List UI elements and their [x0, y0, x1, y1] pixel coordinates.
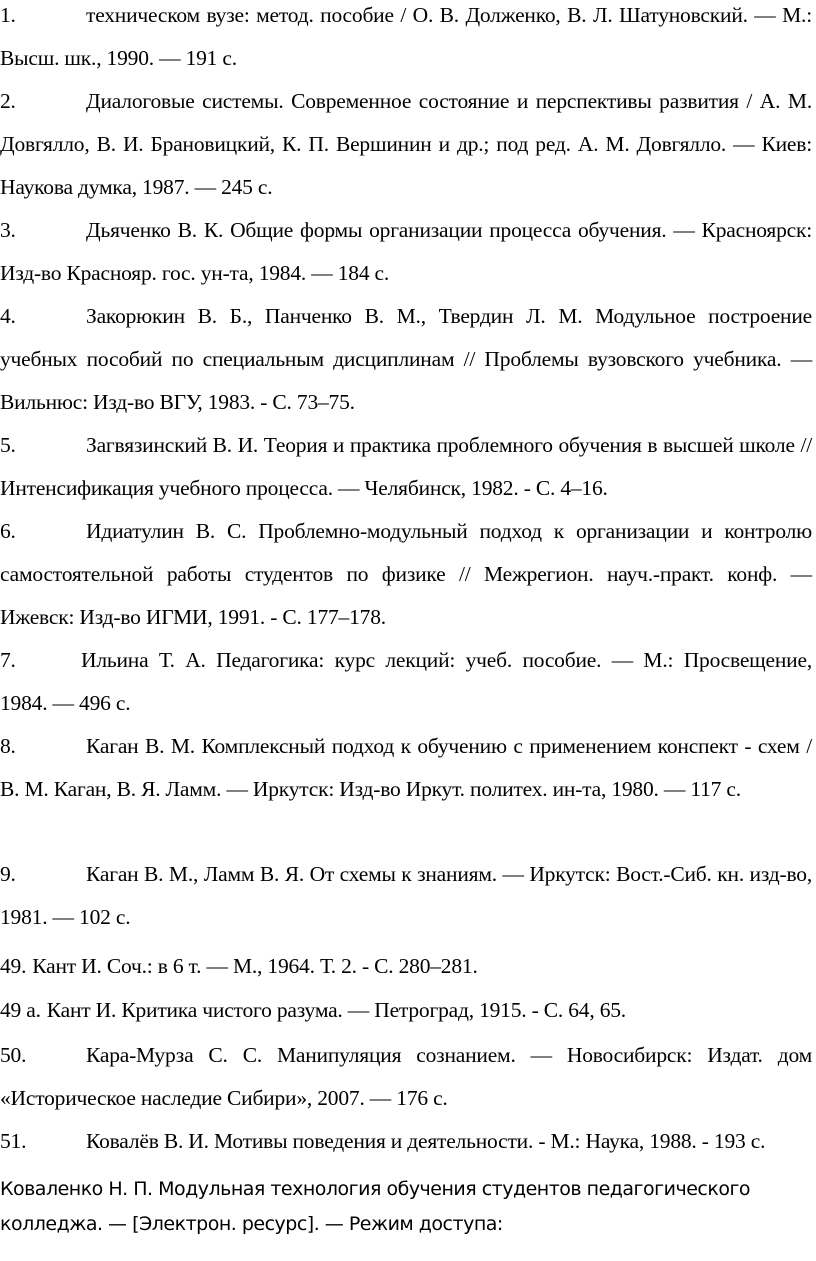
entry-number: 2. [0, 89, 16, 113]
entry-text: Идиатулин В. С. Проблемно-модульный подход к организации и контролю самостоятельной работы студентов по физике // Межрегион. науч.-практ. конф. — Ижевск: Изд-во ИГМИ, 1991. - С. 177–178. [0, 519, 812, 629]
entry-text: Кант И. Соч.: в 6 т. — М., 1964. Т. 2. - С. 280–281. [32, 954, 478, 978]
entry-text: Ковалёв В. И. Мотивы поведения и деятельности. - М.: Наука, 1988. - 193 с. [86, 1129, 766, 1153]
entry-text: Закорюкин В. Б., Панченко В. М., Твердин Л. М. Модульное построение учебных пособий по специальным дисциплинам // Проблемы вузовского учебника. — Вильнюс: Изд-во ВГУ, 1983. - С. 73–75. [0, 304, 812, 414]
entry-text: Кара-Мурза С. С. Манипуляция сознанием. — Новосибирск: Издат. дом «Историческое наследие Сибири», 2007. — 176 с. [0, 1043, 812, 1110]
reference-entry-9 [0, 853, 812, 939]
entry-text: Дьяченко В. К. Общие формы организации процесса обучения. — Красноярск: Изд-во Краснояр. гос. ун-та, 1984. — 184 с. [0, 218, 812, 285]
entry-number: 7. [0, 648, 16, 672]
entry-text: Каган В. М. Комплексный подход к обучению с применением конспект - схем / В. М. Каган, В. Я. Ламм. — Иркутск: Изд-во Иркут. политех. ин-та, 1980. — 117 с. [0, 734, 812, 801]
entry-text: Ильина Т. А. Педагогика: курс лекций: учеб. пособие. — М.: Просвещение, 1984. — 496 с. [0, 648, 812, 715]
entry-number: 9. [0, 862, 16, 886]
entry-text: Загвязинский В. И. Теория и практика проблемного обучения в высшей школе // Интенсификация учебного процесса. — Челябинск, 1982. - С. 4–16. [0, 433, 812, 500]
reference-entry-7 [0, 639, 812, 725]
entry-number: 1. [0, 3, 16, 27]
entry-number: 4. [0, 304, 16, 328]
entry-text: Кант И. Критика чистого разума. — Петроград, 1915. - С. 64, 65. [46, 998, 626, 1022]
reference-entry-50 [0, 1034, 812, 1120]
reference-entry-4 [0, 295, 812, 424]
reference-entry-2 [0, 80, 812, 209]
entry-number: 5. [0, 433, 16, 457]
entry-number: 51. [0, 1129, 27, 1153]
reference-entry-1 [0, 0, 812, 80]
entry-number: 6. [0, 519, 16, 543]
entry-number: 50. [0, 1043, 27, 1067]
reference-entry-49 [0, 945, 812, 988]
entry-number: 49 а. [0, 998, 41, 1022]
reference-entry-kovalenko [0, 1172, 812, 1242]
reference-entry-51 [0, 1120, 812, 1163]
reference-entry-6 [0, 510, 812, 639]
entry-text: техническом вузе: метод. пособие / О. В. Долженко, В. Л. Шатуновский. — М.: Высш. шк., 1990. — 191 с. [0, 3, 812, 70]
entry-text: Диалоговые системы. Современное состояние и перспективы развития / А. М. Довгялло, В. И. Брановицкий, К. П. Вершинин и др.; под ред. А. М. Довгялло. — Киев: Наукова думка, 1987. — 245 с. [0, 89, 812, 199]
reference-entry-5 [0, 424, 812, 510]
entry-text: Каган В. М., Ламм В. Я. От схемы к знаниям. — Иркутск: Вост.-Сиб. кн. изд-во, 1981. — 102 с. [0, 862, 812, 929]
reference-entry-8 [0, 725, 812, 811]
reference-entry-49a [0, 989, 812, 1032]
entry-number: 49. [0, 954, 27, 978]
reference-entry-3 [0, 209, 812, 295]
entry-number: 3. [0, 218, 16, 242]
entry-number: 8. [0, 734, 16, 758]
entry-text: Коваленко Н. П. Модульная технология обучения студентов педагогического колледжа. — [Электрон. ресурс]. — Режим доступа: [0, 1178, 751, 1235]
